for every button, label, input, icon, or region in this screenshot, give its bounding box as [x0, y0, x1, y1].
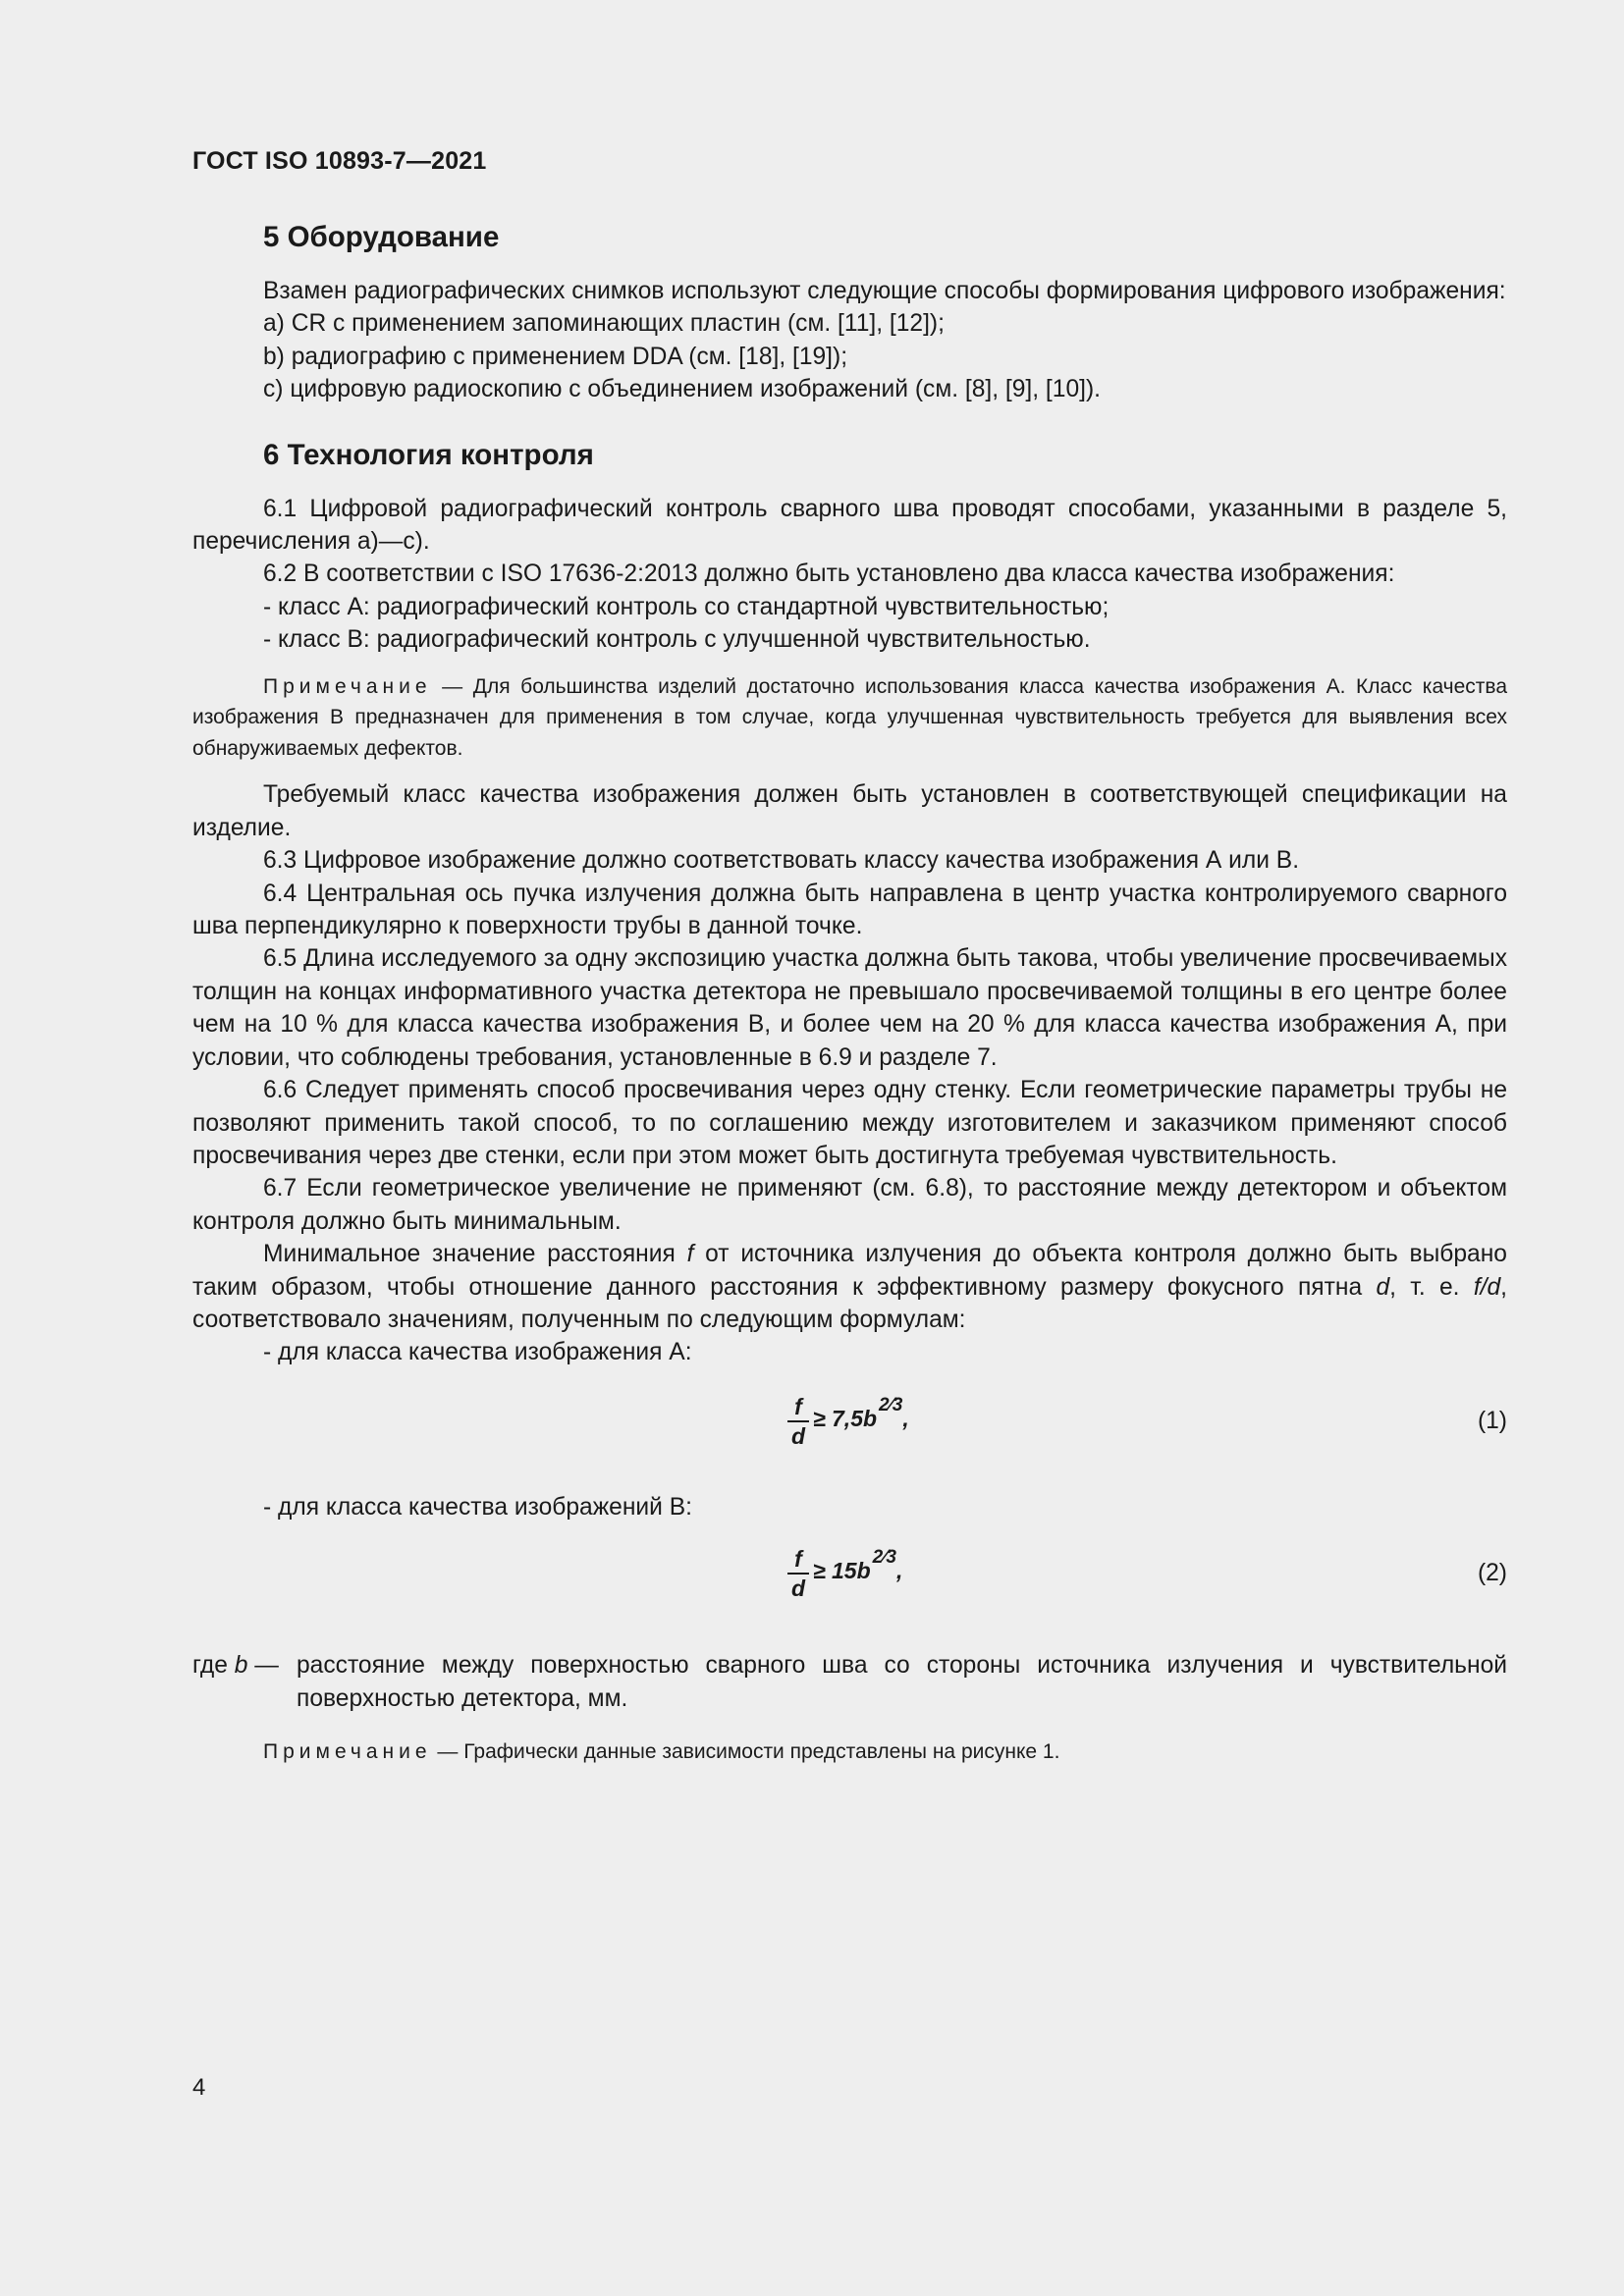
note-text: — Для большинства изделий достаточно использования класса качества изображения А. Класс качества изображения В предназначен для применения в том случае, когда улучшенная чувствительность требуется для выявления всех обнаруживаемых дефектов. [192, 674, 1507, 760]
formula-comma: , [902, 1405, 909, 1431]
text-run: , соответствовало значениям, полученным по следующим формулам: [192, 1273, 1508, 1333]
note-text: — Графически данные зависимости представлены на рисунке 1. [431, 1739, 1060, 1763]
formula-2-row [192, 1535, 1507, 1624]
formula-exponent: 2⁄3 [879, 1394, 903, 1415]
formula-rhs [813, 1547, 903, 1589]
variable-b: b [234, 1652, 248, 1680]
formula-2-label: - для класса качества изображений В: [263, 1493, 692, 1521]
note-1 [192, 671, 1507, 765]
paragraph-6-4: 6.4 Центральная ось пучка излучения должна быть направлена в центр участка контролируемого сварного шва перпендикулярно к поверхности трубы в данной точке. [192, 880, 1507, 940]
variable-d: d [1376, 1273, 1390, 1301]
variable-f-over-d: f/d [1473, 1273, 1501, 1301]
list-item: a) CR с применением запоминающих пластин (см. [11], [12]); [263, 310, 945, 338]
fraction-f-over-d [787, 1393, 809, 1450]
formula-1-label: - для класса качества изображения А: [263, 1339, 692, 1366]
formula-rhs [813, 1394, 909, 1437]
where-dash: — [247, 1652, 279, 1680]
formula-1-row [192, 1383, 1507, 1471]
list-item: c) цифровую радиоскопию с объединением изображений (см. [8], [9], [10]). [263, 376, 1101, 403]
section-6-heading: 6 Технология контроля [263, 438, 594, 471]
list-item: - класс В: радиографический контроль с улучшенной чувствительностью. [263, 626, 1091, 654]
note-2 [192, 1736, 1507, 1768]
text-run: от источника излучения до объекта контроля должно быть выбрано таким образом, чтобы отношение данного расстояния к эффективному размеру фокусного пятна [192, 1241, 1507, 1301]
where-definition [192, 1649, 1507, 1715]
section-5-intro: Взамен радиографических снимков используют следующие способы формирования цифрового изображения: [263, 278, 1506, 304]
fraction-denominator: d [790, 1422, 806, 1449]
section-5-heading: 5 Оборудование [263, 221, 500, 253]
fraction-numerator: f [794, 1393, 802, 1419]
text-run: , т. е. [1389, 1273, 1474, 1301]
fraction-f-over-d [787, 1545, 809, 1602]
paragraph-6-2: 6.2 В соответствии с ISO 17636-2:2013 должно быть установлено два класса качества изображения: [263, 561, 1395, 588]
document-id: ГОСТ ISO 10893-7—2021 [192, 147, 487, 175]
formula-exponent: 2⁄3 [872, 1547, 896, 1569]
paragraph-6-6: 6.6 Следует применять способ просвечивания через одну стенку. Если геометрические параметры трубы не позволяют применить такой способ, то по соглашению между изготовителем и заказчиком применяют способ просвечивания через две стенки, если при этом может быть достигнута требуемая чувствительность. [192, 1077, 1507, 1169]
list-item: - класс А: радиографический контроль со стандартной чувствительностью; [263, 593, 1110, 620]
equation-number-1: (1) [1477, 1407, 1507, 1434]
fraction-bar [787, 1420, 809, 1422]
fraction-denominator: d [790, 1575, 806, 1602]
formula-rhs-text: ≥ 15b [813, 1558, 871, 1584]
where-word: где [192, 1652, 235, 1680]
formula-rhs-text: ≥ 7,5b [813, 1405, 878, 1431]
where-label [192, 1649, 279, 1682]
note-label: Примечание [263, 1739, 432, 1763]
paragraph-6-3: 6.3 Цифровое изображение должно соответствовать классу качества изображения А или В. [263, 847, 1300, 875]
note-label: Примечание [263, 674, 432, 698]
page-content [192, 218, 1507, 1783]
where-text: расстояние между поверхностью сварного шва со стороны источника излучения и чувствительной поверхностью детектора, мм. [297, 1652, 1507, 1712]
text-run: Минимальное значение расстояния [263, 1241, 687, 1268]
list-item: b) радиографию с применением DDA (см. [18], [19]); [263, 343, 848, 370]
page-number: 4 [192, 2074, 206, 2101]
paragraph-6-7: 6.7 Если геометрическое увеличение не применяют (см. 6.8), то расстояние между детектором и объектом контроля должно быть минимальным. [192, 1175, 1507, 1235]
paragraph-min-distance [192, 1238, 1507, 1336]
variable-f: f [686, 1241, 694, 1268]
formula-comma: , [895, 1558, 903, 1584]
paragraph-6-5: 6.5 Длина исследуемого за одну экспозицию участка должна быть такова, чтобы увеличение просвечиваемых толщин на концах информативного участка детектора не превышало просвечиваемой толщины в его центре более чем на 10 % для класса качества изображения В, и более чем на 20 % для класса качества изображения А, при условии, что соблюдены требования, установленные в 6.9 и разделе 7. [192, 945, 1507, 1071]
equation-number-2: (2) [1477, 1560, 1507, 1587]
fraction-numerator: f [794, 1546, 802, 1573]
paragraph-required-class: Требуемый класс качества изображения должен быть установлен в соответствующей спецификации на изделие. [192, 781, 1507, 841]
fraction-bar [787, 1573, 809, 1575]
paragraph-6-1: 6.1 Цифровой радиографический контроль сварного шва проводят способами, указанными в разделе 5, перечисления а)—с). [192, 495, 1507, 556]
